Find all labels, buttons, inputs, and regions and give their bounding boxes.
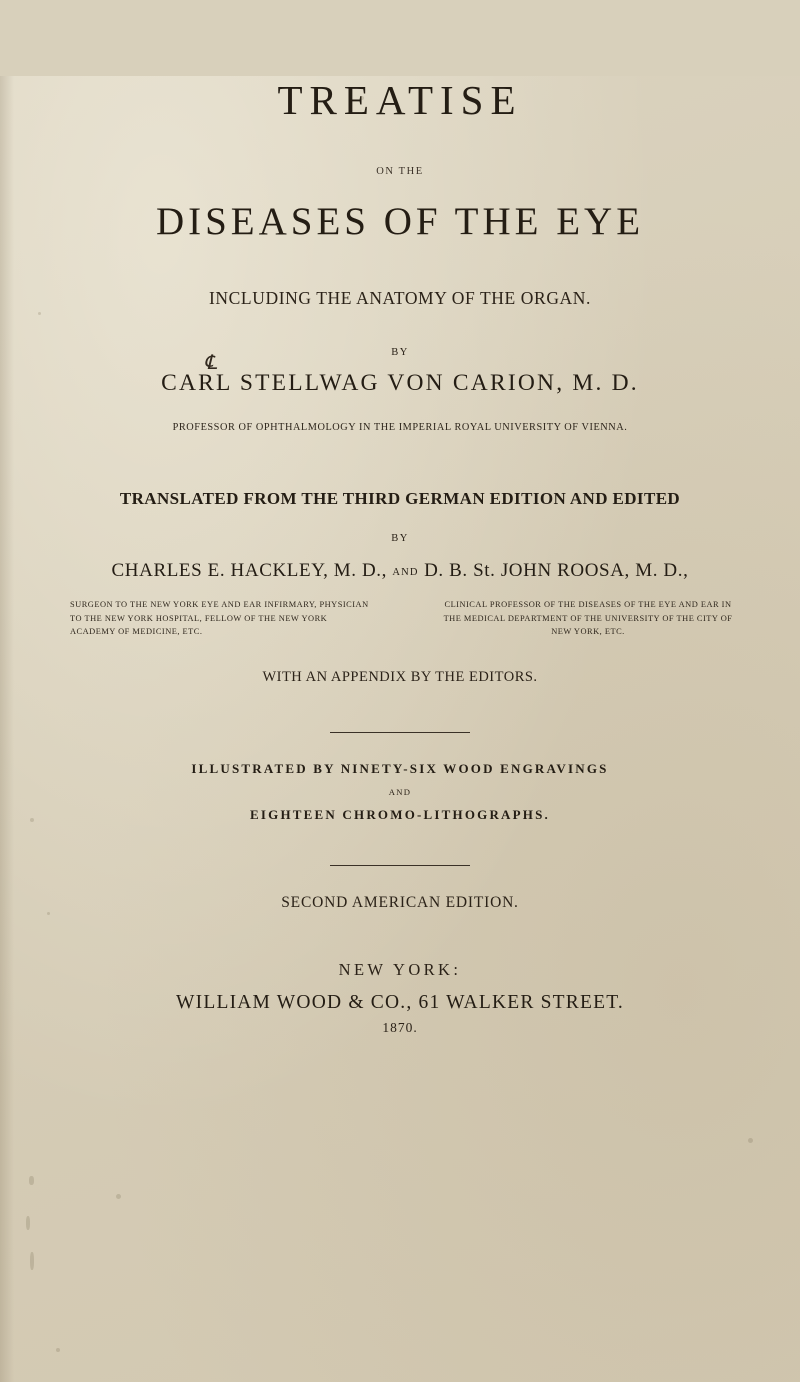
page-edge-shading (0, 76, 14, 1382)
editor-conjunction: AND (392, 567, 419, 578)
book-title: TREATISE (277, 77, 523, 123)
author-by-label: BY (391, 347, 409, 358)
editor-name-first: CHARLES E. HACKLEY, M. D., (111, 560, 387, 581)
imprint-year: 1870. (382, 1019, 418, 1035)
translation-heading: TRANSLATED FROM THE THIRD GERMAN EDITION AND EDITED (119, 489, 681, 508)
editor-names (62, 560, 738, 582)
illustrations-line-1: ILLUSTRATED BY NINETY-SIX WOOD ENGRAVINGS (191, 760, 609, 776)
editor-by-label: BY (391, 533, 409, 544)
editor-credentials-left: SURGEON TO THE NEW YORK EYE AND EAR INFIRMARY, PHYSICIAN TO THE NEW YORK HOSPITAL, FELLOW OF THE NEW YORK ACADEMY OF MEDICINE, ETC. (70, 600, 369, 637)
title-page (0, 76, 800, 1382)
appendix-note: WITH AN APPENDIX BY THE EDITORS. (262, 668, 538, 685)
paper-speck (26, 1216, 30, 1230)
imprint-city: NEW YORK: (338, 959, 462, 979)
book-subject-title: DISEASES OF THE EYE (155, 200, 645, 243)
divider-rule-bottom (330, 865, 470, 866)
paper-speck (29, 1176, 34, 1185)
paper-speck (30, 1252, 34, 1270)
paper-speck (47, 912, 50, 915)
editor-credentials-right: CLINICAL PROFESSOR OF THE DISEASES OF THE EYE AND EAR IN THE MEDICAL DEPARTMENT OF THE UNIVERSITY OF THE CITY OF NEW YORK, ETC. (443, 600, 733, 637)
illustrations-and-label: AND (388, 786, 412, 797)
illustrations-line-2: EIGHTEEN CHROMO-LITHOGRAPHS. (250, 806, 550, 822)
book-subtitle: INCLUDING THE ANATOMY OF THE ORGAN. (208, 288, 592, 308)
pen-flourish-icon: ℄ (204, 352, 217, 374)
editor-name-second: D. B. St. JOHN ROOSA, M. D., (424, 560, 689, 581)
imprint-publisher: WILLIAM WOOD & CO., 61 WALKER STREET. (176, 991, 624, 1013)
paper-speck (748, 1138, 753, 1143)
paper-speck (116, 1194, 121, 1199)
paper-speck (56, 1348, 60, 1352)
author-name: CARL STELLWAG VON CARION, M. D. (161, 370, 639, 396)
editor-credentials (62, 598, 738, 639)
divider-rule-top (330, 732, 470, 733)
on-the-label: ON THE (376, 166, 424, 177)
edition-statement: SECOND AMERICAN EDITION. (281, 893, 519, 911)
paper-speck (38, 312, 41, 315)
paper-speck (360, 96, 364, 100)
author-credentials: PROFESSOR OF OPHTHALMOLOGY IN THE IMPERIAL ROYAL UNIVERSITY OF VIENNA. (172, 422, 628, 433)
paper-speck (30, 818, 34, 822)
